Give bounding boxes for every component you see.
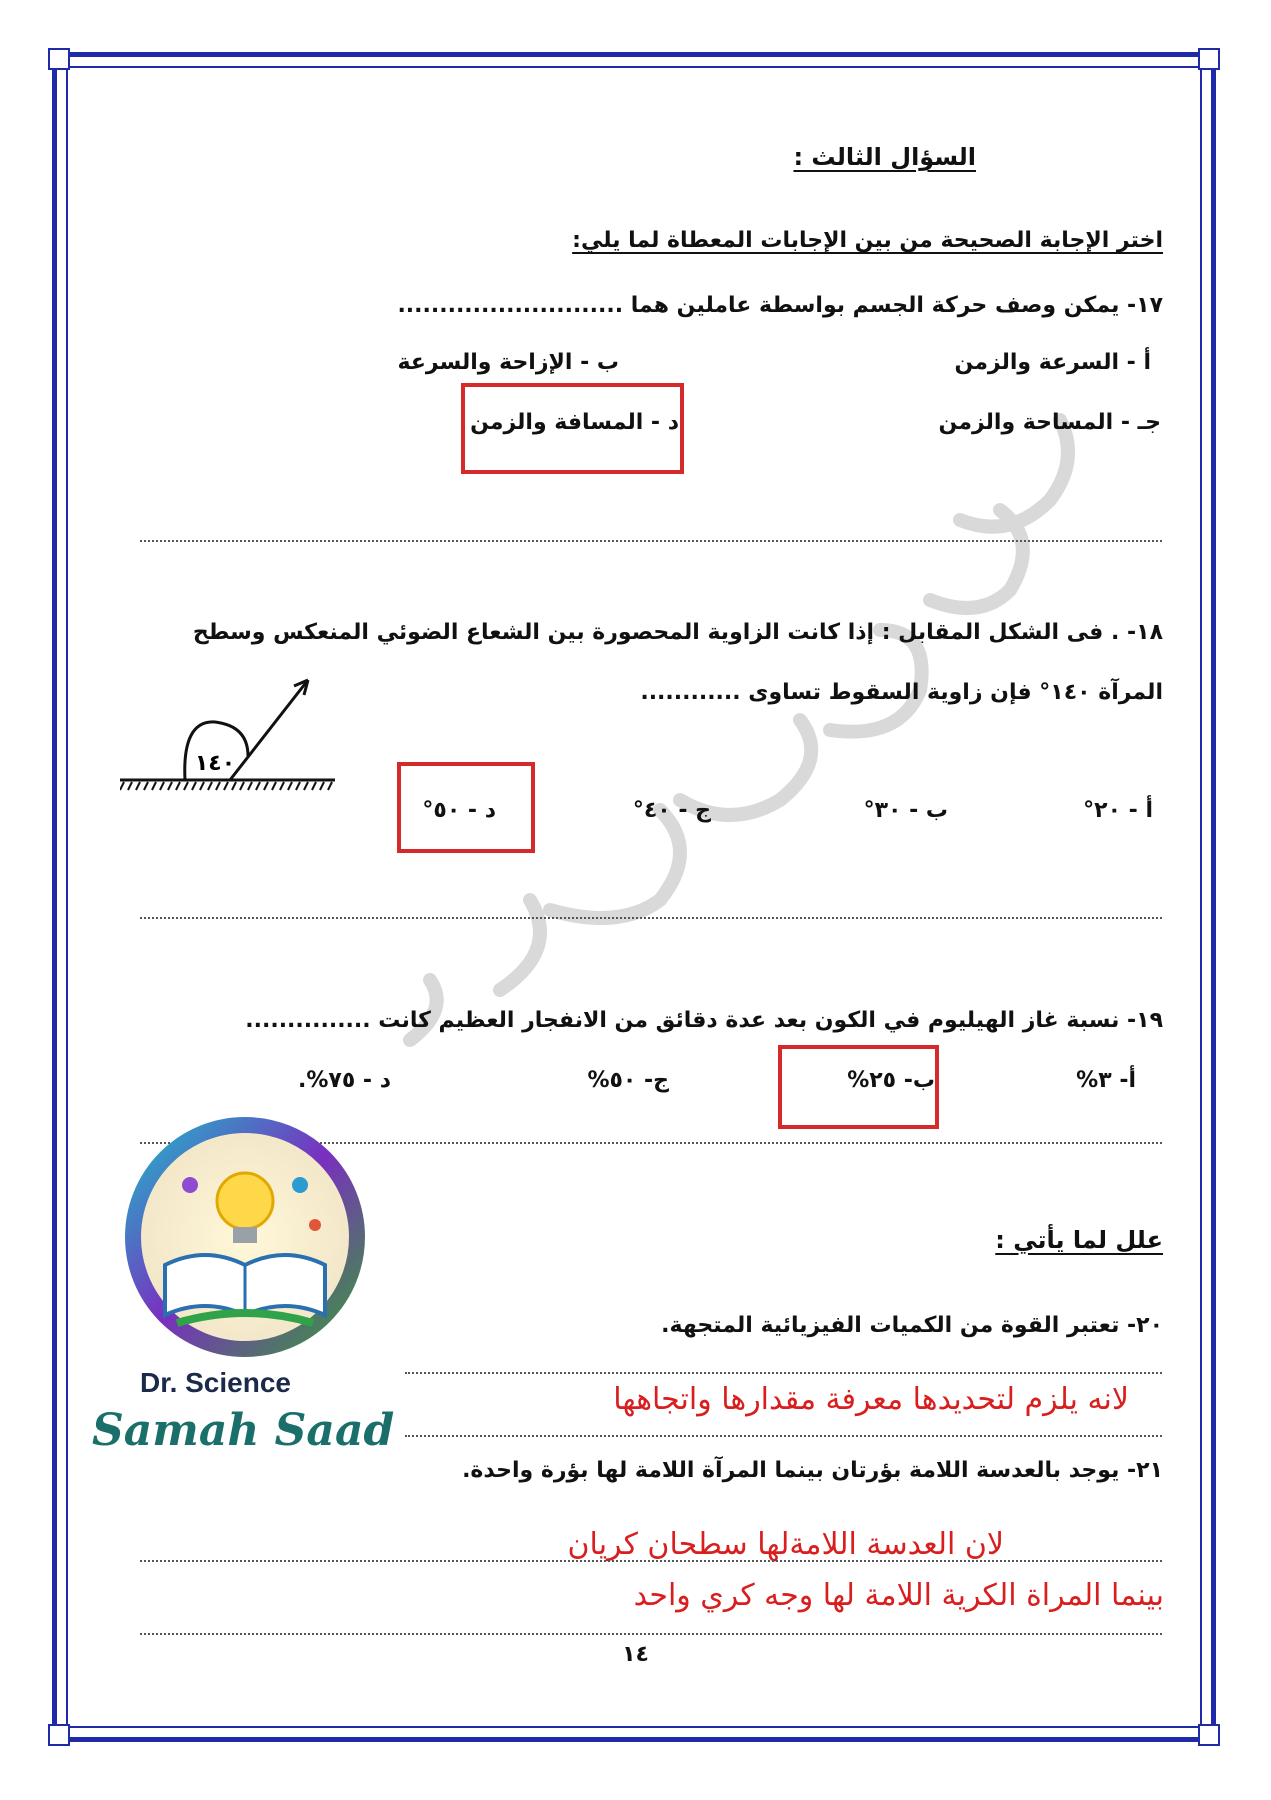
q19-option-a: أ- ٣% (1076, 1068, 1136, 1093)
border-corner-bottom-left (48, 1724, 70, 1746)
explain-heading: علل لما يأتي : (995, 1226, 1163, 1254)
q18-line2: المرآة ١٤٠° فإن زاوية السقوط تساوى ............ (640, 680, 1163, 705)
q18-option-c: ج - ٤٠° (632, 798, 711, 823)
divider (140, 1633, 1162, 1635)
border-corner-bottom-right (1198, 1724, 1220, 1746)
divider (405, 1372, 1162, 1374)
q17-option-a: أ - السرعة والزمن (954, 350, 1151, 375)
q21-answer-line2: بينما المراة الكرية اللامة لها وجه كري واحد (633, 1578, 1164, 1613)
instruction: اختر الإجابة الصحيحة من بين الإجابات المعطاة لما يلي: (572, 228, 1163, 253)
q18-option-d: د - ٥٠° (422, 798, 496, 823)
q20-answer: لانه يلزم لتحديدها معرفة مقدارها واتجاهها (613, 1382, 1129, 1417)
divider (140, 540, 1162, 542)
divider (405, 1435, 1162, 1437)
q17-option-d: د - المسافة والزمن (470, 410, 679, 435)
mirror-angle-figure (120, 670, 340, 795)
q19-stem: ١٩- نسبة غاز الهيليوم في الكون بعد عدة دقائق من الانفجار العظيم كانت ............... (245, 1008, 1163, 1033)
q18-option-b: ب - ٣٠° (863, 798, 948, 823)
q21-text: ٢١- يوجد بالعدسة اللامة بؤرتان بينما المرآة اللامة لها بؤرة واحدة. (462, 1458, 1163, 1483)
q17-answer-highlight (461, 383, 684, 474)
logo-name: Samah Saad (92, 1405, 395, 1456)
q20-text: ٢٠- تعتبر القوة من الكميات الفيزيائية المتجهة. (661, 1313, 1163, 1338)
watermark (280, 380, 1180, 1080)
page-number: ١٤ (622, 1642, 649, 1667)
q18-option-a: أ - ٢٠° (1083, 798, 1153, 823)
q17-option-c: جـ - المساحة والزمن (938, 410, 1161, 435)
q19-option-d: د - ٧٥%. (297, 1068, 391, 1093)
q21-answer-line1: لان العدسة اللامةلها سطحان كريان (567, 1527, 1004, 1562)
figure-angle-label: ١٤٠ (194, 751, 236, 776)
q19-option-c: ج- ٥٠% (587, 1068, 669, 1093)
q17-stem: ١٧- يمكن وصف حركة الجسم بواسطة عاملين هما ........................... (397, 293, 1163, 318)
section-heading: السؤال الثالث : (793, 143, 976, 171)
border-corner-top-left (48, 48, 70, 70)
q19-answer-highlight (778, 1045, 939, 1129)
q18-line1: ١٨- . فى الشكل المقابل : إذا كانت الزاوية المحصورة بين الشعاع الضوئي المنعكس وسطح (192, 620, 1163, 645)
logo-emblem (95, 1115, 415, 1365)
dr-science-logo (92, 1115, 415, 1555)
border-corner-top-right (1198, 48, 1220, 70)
logo-title: Dr. Science (140, 1367, 291, 1398)
divider (140, 917, 1162, 919)
q17-option-b: ب - الإزاحة والسرعة (397, 350, 619, 375)
q19-option-b: ب- ٢٥% (847, 1068, 935, 1093)
q18-answer-highlight (397, 762, 535, 853)
divider (140, 1560, 1162, 1562)
